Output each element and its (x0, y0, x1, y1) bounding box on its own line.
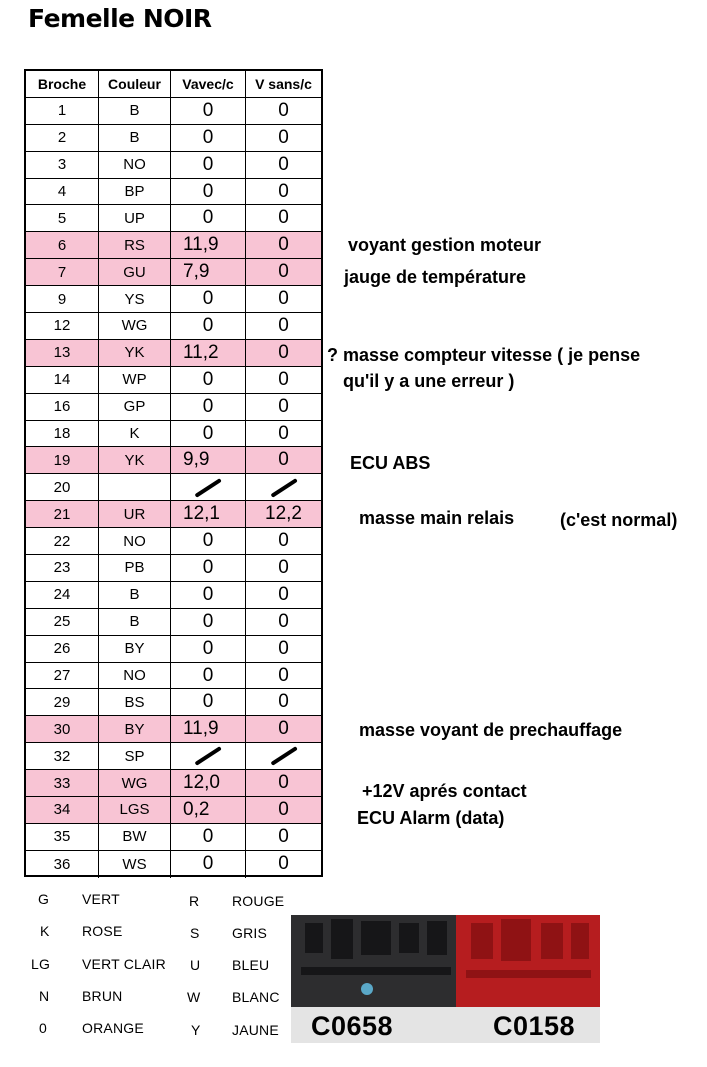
pin-number-cell: 19 (26, 447, 99, 473)
voltage-on-cell: 0 (171, 663, 246, 689)
voltage-off-cell (246, 474, 321, 500)
legend-name: BLEU (232, 957, 270, 973)
wire-color-cell: RS (99, 232, 171, 258)
connector-pin (571, 923, 589, 959)
legend-code: G (38, 891, 50, 907)
pin-number-cell: 9 (26, 286, 99, 312)
legend-code: W (187, 989, 201, 1005)
wire-color-cell: WS (99, 851, 171, 878)
voltage-on-cell: 0 (171, 313, 246, 339)
voltage-on-cell: 0,2 (171, 797, 246, 823)
wire-color-cell: BY (99, 636, 171, 662)
voltage-off-cell: 12,2 (246, 501, 321, 527)
pin-number-cell: 5 (26, 205, 99, 231)
voltage-on-cell: 0 (171, 851, 246, 878)
not-applicable-slash (194, 747, 221, 766)
table-row (26, 232, 321, 259)
pin-number-cell: 25 (26, 609, 99, 635)
table-row (26, 689, 321, 716)
connector-photo (291, 915, 600, 1043)
pin-number-cell: 13 (26, 340, 99, 366)
voltage-off-cell: 0 (278, 126, 289, 148)
note-pin-19: ECU ABS (350, 453, 431, 473)
wire-color-cell: BY (99, 716, 171, 742)
table-row (26, 179, 321, 206)
connector-label-right: C0158 (493, 1011, 576, 1041)
table-row (26, 824, 321, 851)
note-pin-33: +12V aprés contact (362, 781, 527, 801)
connector-pin (331, 919, 353, 959)
legend-name: VERT CLAIR (82, 956, 166, 972)
note-pin-6: voyant gestion moteur (348, 235, 542, 255)
legend-code: S (190, 925, 200, 941)
pin-number-cell: 18 (26, 421, 99, 447)
voltage-off-cell: 0 (278, 422, 289, 444)
wire-color-cell: B (99, 609, 171, 635)
legend-name: ROUGE (232, 893, 285, 909)
table-header (26, 71, 321, 98)
wire-color-cell: NO (99, 152, 171, 178)
note-pin-21: masse main relais (359, 508, 515, 528)
voltage-off-cell: 0 (246, 716, 321, 742)
wire-color-cell: YS (99, 286, 171, 312)
note-pin-13-line1: ? masse compteur vitesse ( je pense (327, 345, 641, 365)
legend-code: 0 (39, 1020, 47, 1036)
wire-color-cell: GU (99, 259, 171, 285)
pin-number-cell: 33 (26, 770, 99, 796)
voltage-off-cell: 0 (278, 288, 289, 310)
table-row (26, 98, 321, 125)
header-v-sans: V sans/c (255, 75, 312, 92)
voltage-on-cell: 0 (171, 286, 246, 312)
voltage-off-cell: 0 (278, 530, 289, 552)
voltage-off-cell: 0 (246, 797, 321, 823)
note-pin-13-line2: qu'il y a une erreur ) (343, 371, 515, 391)
legend-name: BLANC (232, 989, 280, 1005)
wire-color-cell: WG (99, 770, 171, 796)
not-applicable-slash (194, 478, 221, 497)
table-row (26, 797, 321, 824)
pin-number-cell: 1 (26, 98, 99, 124)
legend-name: GRIS (232, 925, 268, 941)
table-row (26, 367, 321, 394)
voltage-on-cell: 0 (171, 689, 246, 715)
voltage-off-cell: 0 (246, 340, 321, 366)
pin-number-cell: 24 (26, 582, 99, 608)
table-row (26, 474, 321, 501)
table-row (26, 421, 321, 448)
wire-color-cell: BP (99, 179, 171, 205)
voltage-on-cell: 11,2 (171, 340, 246, 366)
voltage-off-cell: 0 (278, 610, 289, 632)
legend-code: Y (191, 1022, 201, 1038)
table-row (26, 313, 321, 340)
voltage-off-cell: 0 (246, 447, 321, 473)
wire-color-cell: B (99, 125, 171, 151)
table-row (26, 636, 321, 663)
table-row (26, 743, 321, 770)
pin-number-cell: 27 (26, 663, 99, 689)
voltage-off-cell: 0 (278, 691, 289, 713)
table-row (26, 205, 321, 232)
pin-number-cell: 26 (26, 636, 99, 662)
legend-code: LG (31, 956, 51, 972)
header-v-avec: Vavec/c (171, 71, 246, 97)
pin-number-cell: 12 (26, 313, 99, 339)
voltage-on-cell: 0 (171, 179, 246, 205)
note-pin-21-comment: (c'est normal) (560, 510, 678, 530)
voltage-off-cell: 0 (278, 556, 289, 578)
legend-name: JAUNE (232, 1022, 279, 1038)
table-row (26, 447, 321, 474)
voltage-off-cell: 0 (278, 395, 289, 417)
voltage-on-cell: 0 (171, 98, 246, 124)
connector-pin (427, 921, 447, 955)
voltage-off-cell (246, 743, 321, 769)
legend-code: K (40, 923, 50, 939)
voltage-on-cell: 0 (171, 152, 246, 178)
voltage-on-cell: 0 (171, 394, 246, 420)
pin-number-cell: 2 (26, 125, 99, 151)
table-row (26, 716, 321, 743)
blue-marker (361, 983, 373, 995)
voltage-off-cell: 0 (278, 825, 289, 847)
table-row (26, 340, 321, 367)
table-row (26, 152, 321, 179)
pin-number-cell: 20 (26, 474, 99, 500)
pin-number-cell: 30 (26, 716, 99, 742)
table-row (26, 609, 321, 636)
pin-number-cell: 4 (26, 179, 99, 205)
table-row (26, 259, 321, 286)
legend-name: ORANGE (82, 1020, 144, 1036)
header-couleur: Couleur (99, 71, 171, 97)
table-row (26, 286, 321, 313)
wire-color-cell: LGS (99, 797, 171, 823)
pin-number-cell: 7 (26, 259, 99, 285)
wire-color-cell: YK (99, 447, 171, 473)
wire-color-cell: NO (99, 528, 171, 554)
pin-number-cell: 35 (26, 824, 99, 850)
pin-number-cell: 6 (26, 232, 99, 258)
table-row (26, 663, 321, 690)
wire-color-cell: WP (99, 367, 171, 393)
pin-number-cell: 14 (26, 367, 99, 393)
voltage-off-cell: 0 (246, 232, 321, 258)
pin-number-cell: 34 (26, 797, 99, 823)
not-applicable-slash (270, 747, 297, 766)
table-row (26, 770, 321, 797)
legend-code: N (39, 988, 50, 1004)
voltage-on-cell: 0 (171, 824, 246, 850)
connector-label-left: C0658 (311, 1011, 394, 1041)
voltage-off-cell: 0 (278, 99, 289, 121)
wire-color-cell: K (99, 421, 171, 447)
voltage-on-cell: 0 (171, 555, 246, 581)
voltage-on-cell: 0 (171, 205, 246, 231)
pin-number-cell: 16 (26, 394, 99, 420)
voltage-on-cell: 0 (171, 582, 246, 608)
table-row (26, 394, 321, 421)
voltage-on-cell: 0 (171, 367, 246, 393)
voltage-off-cell: 0 (278, 314, 289, 336)
note-pin-30: masse voyant de prechauffage (359, 720, 623, 740)
wire-color-cell: SP (99, 743, 171, 769)
voltage-on-cell: 11,9 (171, 716, 246, 742)
connector-latch (466, 970, 591, 978)
pin-number-cell: 21 (26, 501, 99, 527)
voltage-on-cell: 7,9 (171, 259, 246, 285)
voltage-on-cell: 9,9 (171, 447, 246, 473)
voltage-on-cell: 12,1 (171, 501, 246, 527)
legend-code: R (189, 893, 200, 909)
voltage-on-cell: 0 (171, 125, 246, 151)
note-pin-7: jauge de température (344, 267, 527, 287)
connector-pin (471, 923, 493, 959)
voltage-off-cell: 0 (278, 153, 289, 175)
wire-color-cell: BS (99, 689, 171, 715)
pin-number-cell: 22 (26, 528, 99, 554)
connector-latch (301, 967, 451, 975)
legend-code: U (190, 957, 201, 973)
not-applicable-slash (270, 478, 297, 497)
table-row (26, 555, 321, 582)
voltage-off-cell: 0 (246, 259, 321, 285)
wire-color-cell: BW (99, 824, 171, 850)
wire-color-cell (99, 474, 171, 500)
voltage-off-cell: 0 (278, 207, 289, 229)
table-row (26, 528, 321, 555)
wire-color-cell: GP (99, 394, 171, 420)
page-title: Femelle NOIR (28, 4, 212, 33)
pin-number-cell: 3 (26, 152, 99, 178)
pin-number-cell: 29 (26, 689, 99, 715)
header-broche: Broche (26, 71, 99, 97)
pin-number-cell: 23 (26, 555, 99, 581)
note-pin-34: ECU Alarm (data) (357, 808, 505, 828)
voltage-on-cell: 0 (171, 609, 246, 635)
connector-pin (361, 921, 391, 955)
voltage-off-cell: 0 (278, 583, 289, 605)
table-row (26, 851, 321, 878)
connector-pin (399, 923, 419, 953)
voltage-table (24, 69, 323, 877)
voltage-off-cell: 0 (278, 637, 289, 659)
table-row (26, 125, 321, 152)
table-row (26, 582, 321, 609)
voltage-on-cell: 12,0 (171, 770, 246, 796)
wire-color-cell: PB (99, 555, 171, 581)
voltage-off-cell: 0 (278, 180, 289, 202)
voltage-on-cell (171, 474, 246, 500)
wire-color-cell: B (99, 582, 171, 608)
wire-color-cell: UP (99, 205, 171, 231)
legend-name: VERT (82, 891, 120, 907)
pin-number-cell: 36 (26, 851, 99, 878)
legend-name: BRUN (82, 988, 123, 1004)
voltage-on-cell: 0 (171, 528, 246, 554)
voltage-off-cell: 0 (278, 664, 289, 686)
voltage-off-cell: 0 (278, 853, 289, 875)
table-row (26, 501, 321, 528)
legend-name: ROSE (82, 923, 123, 939)
voltage-off-cell: 0 (246, 770, 321, 796)
voltage-off-cell: 0 (278, 368, 289, 390)
connector-pin (541, 923, 563, 959)
wire-color-cell: WG (99, 313, 171, 339)
voltage-on-cell: 0 (171, 421, 246, 447)
voltage-on-cell: 0 (171, 636, 246, 662)
pin-number-cell: 32 (26, 743, 99, 769)
voltage-on-cell (171, 743, 246, 769)
connector-pin (501, 919, 531, 961)
voltage-on-cell: 11,9 (171, 232, 246, 258)
wire-color-cell: YK (99, 340, 171, 366)
wire-color-cell: B (99, 98, 171, 124)
wire-color-cell: UR (99, 501, 171, 527)
connector-pin (305, 923, 323, 953)
wire-color-cell: NO (99, 663, 171, 689)
